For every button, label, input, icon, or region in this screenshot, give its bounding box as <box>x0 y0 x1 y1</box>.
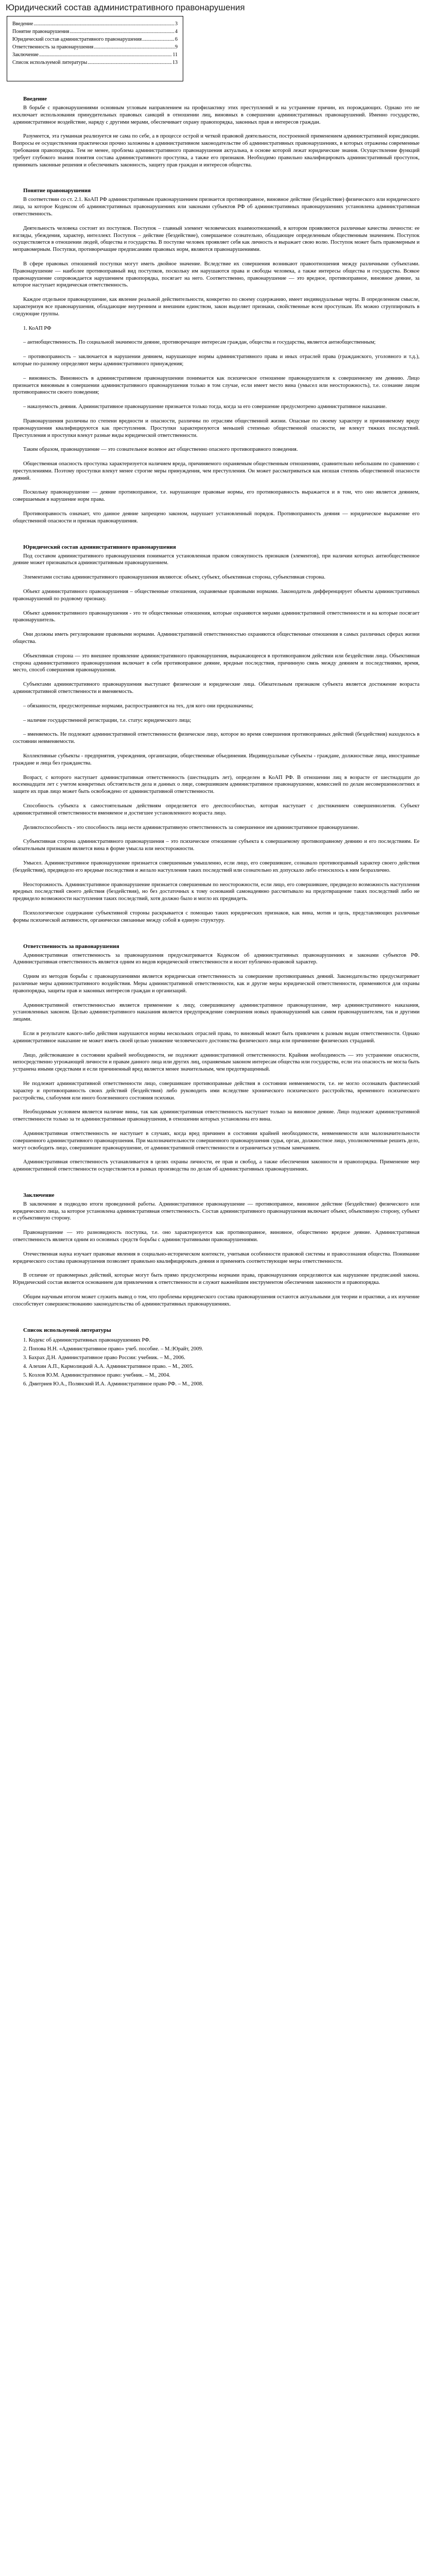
reference-item: 2. Попова Н.Н. «Административное право» учеб. пособие. – М.:Юрайт, 2009. <box>23 1346 203 1352</box>
toc-item-conclusion[interactable] <box>12 51 178 59</box>
section-composition <box>13 553 420 924</box>
toc-item-title: Понятие правонарушения <box>12 29 69 35</box>
reference-item: 4. Алехин А.П., Кармолицкий А.А. Административное право. – М., 2005. <box>23 1363 194 1369</box>
paragraph: Неосторожность. Административное правонарушение признается совершенным по неосторожности, если лицо, его совершившее, предвидело возможность наступления вредных последствий своего действия (бездействия), но без достаточных к тому оснований самонадеянно рассчитывало на предотвращение таких последствий либо не предвидело возможности наступления таких последствий, хотя должно было и могло их предвидеть. <box>13 882 420 902</box>
section-intro <box>13 105 420 168</box>
paragraph: Поскольку правонарушение — деяние противоправное, т.е. нарушающее правовые нормы, его противоправность выражается и в том, что оно является деянием, совершаемым в нарушение норм права. <box>13 489 420 503</box>
section-heading-conclusion: Заключение <box>23 1192 55 1198</box>
section-heading-liability: Ответственность за правонарушения <box>23 943 119 950</box>
paragraph: – наказуемость деяния. Административное правонарушение признается только тогда, когда за его совершение предусмотрено административное наказание. <box>23 404 387 410</box>
toc-leader-dots <box>88 59 172 66</box>
toc-item-composition[interactable] <box>12 36 178 43</box>
paragraph: Не подлежит административной ответственности лицо, совершившее противоправные действия в состоянии невменяемости, т.е. не могло осознавать фактический характер и противоправность своих действий (бездействия) либо руководить ими вследствие хронического психического расстройства, временного психического расстройства, слабоумия или иного болезненного состояния психики. <box>13 1080 420 1101</box>
paragraph: Деятельность человека состоит из поступков. Поступок – главный элемент человеческих взаимоотношений, в котором проявляются различные качества личности: ее взгляды, убеждения, характер, интеллект. Поступок – действие (бездействие), совершаемое сознательно, обладающее определенным общественным значением. Поступок осуществляется в отношении людей, общества и государства. В поступке человек проявляет себя как личность и выражает свою волю. Поступок может быть правомерным и неправомерным. Поступки, противоречащие предписаниям правовых норм, являются правонарушениями. <box>13 225 420 253</box>
paragraph: – наличие государственной регистрации, т.е. статус юридического лица; <box>23 717 191 723</box>
toc-leader-dots <box>142 36 175 43</box>
paragraph: Необходимым условием является наличие вины, так как административная ответственность наступает только за виновное деяние. Лицо подлежит административной ответственности только за те административные правонарушения, в отношении которых установлена его вина. <box>13 1109 420 1123</box>
toc-item-title: Заключение <box>12 52 39 58</box>
reference-item: 6. Дмитриев Ю.А., Полянский И.А. Административное право РФ. – М., 2008. <box>23 1381 203 1387</box>
section-conclusion <box>13 1201 420 1308</box>
paragraph: Общественная опасность проступка характеризуется наличием вреда, причиняемого охраняемым общественным отношениям, сравнительно небольшим по сравнению с преступлениями. Поэтому проступки влекут менее строгие меры принуждения, чем преступления. Он может рассматриваться как низшая степень общественной опасности деяний. <box>13 461 420 481</box>
toc-item-title: Ответственность за правонарушения <box>12 44 94 50</box>
section-heading-concept: Понятие правонарушения <box>23 188 91 194</box>
paragraph: Они должны иметь регулирование правовыми нормами. Административной ответственностью охраняются общественные отношения в самых различных сферах жизни общества. <box>13 632 420 645</box>
paragraph: Правонарушение — это разновидность поступка, т.е. оно характеризуется как противоправное, виновное, общественно вредное деяние. Административная ответственность является одним из основных средств борьбы с административными правонарушениями. <box>13 1230 420 1243</box>
paragraph: Субъектами административного правонарушения выступают физические и юридические лица. Обязательным признаком субъекта является достижение возраста административной ответственности и вменяемость. <box>13 682 420 695</box>
paragraph: Коллективные субъекты - предприятия, учреждения, организации, общественные объединения. Индивидуальные субъекты - граждане, должностные лица, иностранные граждане и лица без гражданства. <box>13 753 420 766</box>
toc-item-concept[interactable] <box>12 28 178 36</box>
paragraph: Каждое отдельное правонарушение, как явление реальной действительности, конкретно по своему содержанию, имеет индивидуальные черты. В определенном смысле, характеризуя все правонарушения, обладающие внутренним и внешним единством, закон выделяет признаки, свойственные всем проступкам. Их можно сгруппировать в следующие группы. <box>13 297 420 317</box>
paragraph: Психологическое содержание субъективной стороны раскрывается с помощью таких юридических признаков, как вина, мотив и цель, представляющих различные формы психической активности, органически связанные между собой в единую структуру. <box>13 910 420 923</box>
toc-leader-dots <box>94 43 175 51</box>
paragraph: В заключение я подводлю итоги проведенной работы. Административное правонарушение — противоправное, виновное действие (бездействие) физического или юридического лица, за которое установлена административная ответственность. Состав административного правонарушения включает объект, объективную сторону, субъект и субъективную сторону. <box>13 1201 420 1222</box>
paragraph: Административной ответственностью является применение к лицу, совершившему административное правонарушение, мер административного наказания, установленных законом. Целью административного наказания является предупреждение совершения новых правонарушений как самим правонарушителем, так и другими лицами. <box>13 1002 420 1023</box>
toc-item-page: 11 <box>172 52 178 58</box>
document-title: Юридический состав административного правонарушения <box>6 3 245 12</box>
paragraph: Деликтоспособность - это способность лица нести административную ответственность за совершенное им административное правонарушение. <box>23 824 359 831</box>
section-heading-intro: Введение <box>23 96 47 102</box>
paragraph: Противоправность означает, что данное деяние запрещено законом, нарушает установленный порядок. Противоправность деяния — юридическое выражение его общественной опасности и признак правонарушения. <box>13 511 420 524</box>
paragraph: Объект административного правонарушения - это те общественные отношения, которые охраняются мерами административной ответственности и на которые посягает правонарушитель. <box>13 610 420 623</box>
paragraph: Таким образом, правонарушение — это сознательное волевое акт общественно опасного противоправного поведения. <box>23 447 298 453</box>
paragraph: Умысел. Административное правонарушение признается совершенным умышленно, если лицо, его совершившее, сознавало противоправный характер своего действия (бездействия), предвидело его вредные последствия и желало наступления таких последствий или сознательно их допускало либо относилось к ним безразлично. <box>13 860 420 873</box>
paragraph: В борьбе с правонарушениями основным угловым направлением на профилактику этих преступлений и на устранение причин, их порождающих. Однако это не исключает использования принудительных правовых санкций в отношении лиц, виновных в совершении административных правонарушений. Именно государство, административное воздействие, наряду с другими мерами, обеспечивает охрану правопорядка, законных прав и интересов граждан. <box>13 105 420 125</box>
toc-item-page: 6 <box>175 37 178 42</box>
paragraph: Объект административного правонарушения – общественные отношения, охраняемые правовыми нормами. Законодатель дифференцирует объекты административных правонарушений по родовому признаку. <box>13 589 420 602</box>
toc-leader-dots <box>69 28 175 36</box>
paragraph: Административная ответственность не наступает в случаях, когда вред причинен в состоянии крайней необходимости, невменяемости или малозначительности совершенного административного правонарушения. При малозначительности совершенного правонарушения судья, орган, должностное лицо, уполномоченные решить дело, могут освободить лицо, совершившее правонарушение, от административной ответственности и ограничиться устным замечанием. <box>13 1130 420 1151</box>
paragraph: – антиобщественность. По социальной значимости деяние, противоречащее интересам граждан, общества и государства, является антиобщественным; <box>23 340 376 346</box>
paragraph: Элементами состава административного правонарушения являются: объект, субъект, объективная сторона, субъективная сторона. <box>23 574 326 581</box>
table-of-contents <box>7 16 183 81</box>
paragraph: В сфере правовых отношений поступки могут иметь двойное значение. Вследствие их совершения возникают правоотношения между различными субъектами. Правонарушение — наиболее противоправный вид поступков, поскольку им нарушаются права и свободы человека, а также интересы общества и государства. Всякое правонарушение сопровождается нарушением правопорядка, посягает на него. Соответственно, правонарушение — это вредное, противоправное, виновное деяние, за которое наступает юридическая ответственность. <box>13 261 420 289</box>
toc-leader-dots <box>39 51 172 59</box>
toc-item-title: Юридический состав административного правонарушения <box>12 37 142 42</box>
paragraph: – виновность. Виновность в административном правонарушении понимается как психическое отношение правонарушителя к совершенному им деянию. Лицо признается виновным в совершении административного правонарушения только в том случае, если имеет место вина (умысел или неосторожность), т.е. сознание лицом противоправности своего поведения; <box>13 375 420 396</box>
paragraph: В отличие от правомерных действий, которые могут быть прямо предусмотрены нормами права, правонарушения определяются как нарушение предписаний закона. Юридический состав является основанием для привлечения к ответственности и служит важнейшим инструментом обеспечения законности и правопорядка. <box>13 1273 420 1286</box>
reference-item: 3. Бахрах Д.Н. Административное право России: учебник. – М., 2006. <box>23 1354 185 1361</box>
paragraph: Одним из методов борьбы с правонарушениями является юридическая ответственность за совершение противоправных деяний. Законодательство предусматривает различные меры административного воздействия. Меры административной ответственности, как и другие меры юридической ответственности, применяются для охраны правопорядка, защиты прав и законных интересов граждан и организаций. <box>13 974 420 994</box>
section-concept <box>13 196 420 524</box>
toc-item-title: Введение <box>12 21 33 27</box>
toc-item-references[interactable] <box>12 59 178 66</box>
toc-item-page: 13 <box>172 60 178 65</box>
reference-list <box>13 1336 420 1388</box>
document-body <box>13 90 420 1388</box>
paragraph: Объективная сторона — это внешнее проявление административного правонарушения, выражающееся в противоправном действии или бездействии лица. Объективная сторона административного правонарушения включает в себя противоправное деяние, вредные последствия, причинную связь между деянием и последствиями, время, место, способ совершения правонарушения. <box>13 653 420 673</box>
paragraph: Способность субъекта к самостоятельным действиям определяется его дееспособностью, которая наступает с достижением совершеннолетия. Субъект административной ответственности вменяемое и достигшее установленного возраста лицо. <box>13 803 420 816</box>
section-heading-references: Список используемой литературы <box>23 1327 111 1333</box>
paragraph: Субъективная сторона административного правонарушения – это психическое отношение субъекта к совершаемому противоправному деянию и его последствиям. Ее обязательным признаком является вина в форме умысла или неосторожности. <box>13 839 420 852</box>
reference-item: 1. Кодекс об административных правонарушениях РФ. <box>23 1337 151 1343</box>
paragraph: Под составом административного правонарушения понимается установленная правом совокупность признаков (элементов), при наличии которых антиобщественное деяние может признаваться административным правонарушением. <box>13 553 420 566</box>
paragraph: – противоправность – заключается в нарушении деянием, нарушающее нормы административного права и иных отраслей права (гражданского, уголовного и т.д.), которые по-разному определяют меры административного принуждения; <box>13 354 420 367</box>
paragraph: Административная ответственность устанавливается в целях охраны личности, ее прав и свобод, а также обеспечения законности и правопорядка. Применение мер административной ответственности осуществляется в рамках производства по делам об административных правонарушениях. <box>13 1159 420 1173</box>
paragraph: Административная ответственность за правонарушения предусматривается Кодексом об административных правонарушениях и законами субъектов РФ. Административная ответственность является одним из видов юридической ответственности и носит публично-правовой характер. <box>13 952 420 965</box>
paragraph: Разумеется, эта гуманная реализуется не сама по себе, а в процессе острой и четкой правовой деятельности, построенной применением административной юрисдикции. Вопросы ее осуществления практически прочно заложены в административном законодательстве об административных правонарушениях, в которых отражены современные требования правопорядка. Тем не менее, проблема административного правонарушения актуальна, в основе которой лежат юридические знания. Осуществление функций требует глубокого знания понятия состава административного проступка, а также его признаков. Необходимо правильно квалифицировать административный проступок, принимать законные решения и обеспечивать законность, защиту прав граждан и интересов общества. <box>13 133 420 168</box>
paragraph: Если в результате какого-либо действия нарушаются нормы нескольких отраслей права, то виновный может быть привлечен к разным видам ответственности. Однако административное наказание не может иметь своей целью унижение человеческого достоинства физического лица или причинение физических страданий. <box>13 1030 420 1044</box>
reference-item: 5. Козлов Ю.М. Административное право: учебник. – М., 2004. <box>23 1372 170 1378</box>
paragraph: – вменяемость. Не подлежит административной ответственности физическое лицо, которое во время совершения противоправных действий (бездействия) находилось в состоянии невменяемости. <box>13 732 420 745</box>
toc-item-title: Список используемой литературы <box>12 60 88 65</box>
paragraph: Общим научным итогом может служить вывод о том, что проблемы юридического состава правонарушения остаются актуальными для теории и практики, а их изучение способствует совершенствованию законодательства об административных правонарушениях. <box>13 1294 420 1307</box>
paragraph: Правонарушения различны по степени вредности и опасности, различны по отраслям общественной жизни. Опасные по своему характеру и причиняемому вреду правонарушения квалифицируются как преступления. Проступки характеризуются меньшей степенью общественной опасности, не влекут тяжких последствий. Преступления и проступки влекут разные виды юридической ответственности. <box>13 418 420 438</box>
paragraph: 1. КоАП РФ <box>23 325 51 331</box>
toc-item-liability[interactable] <box>12 43 178 51</box>
paragraph: В соответствии со ст. 2.1. КоАП РФ административным правонарушением признается противоправное, виновное действие (бездействие) физического или юридического лица, за которое Кодексом об административных правонарушениях или законами субъектов РФ об административных правонарушениях установлена административная ответственность. <box>13 197 420 217</box>
section-liability <box>13 952 420 1173</box>
section-heading-composition: Юридический состав административного правонарушения <box>23 544 176 550</box>
paragraph: Отечественная наука изучает правовые явления в социально-историческом контексте, учитывая особенности правовой системы и правосознания общества. Понимание юридического состава правонарушения позволяет правильно квалифицировать деяния и применять соответствующие меры ответственности. <box>13 1251 420 1264</box>
toc-item-page: 4 <box>175 29 178 35</box>
toc-leader-dots <box>33 20 175 28</box>
toc-item-page: 3 <box>175 21 178 27</box>
paragraph: Лицо, действовавшее в состоянии крайней необходимости, не подлежит административной ответственности. Крайняя необходимость — это устранение опасности, непосредственно угрожающей личности и правам данного лица или других лиц, охраняемым законом интересам общества или государства, если эта опасность не могла быть устранена иными средствами и если причиненный вред является менее значительным, чем предотвращенный. <box>13 1052 420 1073</box>
toc-item-intro[interactable] <box>12 20 178 28</box>
toc-item-page: 9 <box>175 44 178 50</box>
paragraph: – обязанности, предусмотренные нормами, распространяются на тех, для кого они предназначены; <box>23 703 254 709</box>
paragraph: Возраст, с которого наступает административная ответственность (шестнадцать лет), определен в КоАП РФ. В отношении лиц в возрасте от шестнадцати до восемнадцати лет с учетом конкретных обстоятельств дела и данных о лице, совершившем административное правонарушение, комиссией по делам несовершеннолетних и защите их прав лицо может быть освобождено от административной ответственности. <box>13 774 420 795</box>
